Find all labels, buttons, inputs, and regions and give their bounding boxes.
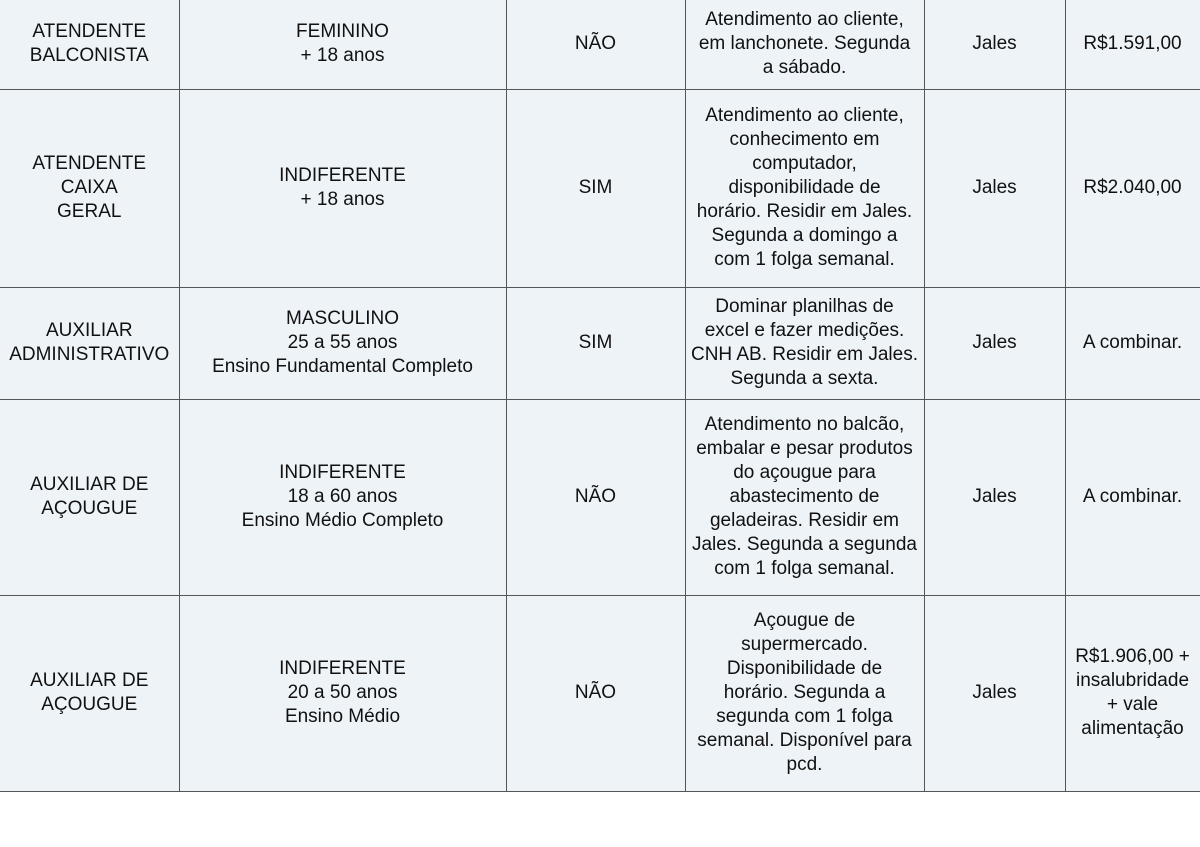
city-cell: Jales: [924, 399, 1065, 595]
experience-required-cell: NÃO: [506, 0, 685, 89]
city-cell: Jales: [924, 0, 1065, 89]
job-title-cell: AUXILIAR DE AÇOUGUE: [0, 595, 179, 791]
job-description-cell: Atendimento ao cliente, em lanchonete. Segunda a sábado.: [685, 0, 924, 89]
job-title-cell: ATENDENTE BALCONISTA: [0, 0, 179, 89]
job-title-cell: ATENDENTE CAIXA GERAL: [0, 89, 179, 287]
table-row: [0, 0, 1200, 89]
job-description-cell: Dominar planilhas de excel e fazer medições. CNH AB. Residir em Jales. Segunda a sexta.: [685, 287, 924, 399]
experience-required-cell: NÃO: [506, 595, 685, 791]
job-description-cell: Açougue de supermercado. Disponibilidade de horário. Segunda a segunda com 1 folga semanal. Disponível para pcd.: [685, 595, 924, 791]
city-cell: Jales: [924, 595, 1065, 791]
table-row: [0, 287, 1200, 399]
experience-required-cell: SIM: [506, 287, 685, 399]
job-title-cell: AUXILIAR DE AÇOUGUE: [0, 399, 179, 595]
job-title-cell: AUXILIAR ADMINISTRATIVO: [0, 287, 179, 399]
experience-required-cell: NÃO: [506, 399, 685, 595]
salary-cell: A combinar.: [1065, 287, 1200, 399]
table-row: [0, 399, 1200, 595]
table-row: [0, 89, 1200, 287]
salary-cell: R$2.040,00: [1065, 89, 1200, 287]
job-description-cell: Atendimento ao cliente, conhecimento em computador, disponibilidade de horário. Residir em Jales. Segunda a domingo a com 1 folga semanal.: [685, 89, 924, 287]
job-description-cell: Atendimento no balcão, embalar e pesar produtos do açougue para abastecimento de geladeiras. Residir em Jales. Segunda a segunda com 1 folga semanal.: [685, 399, 924, 595]
experience-required-cell: SIM: [506, 89, 685, 287]
candidate-profile-cell: INDIFERENTE + 18 anos: [179, 89, 506, 287]
salary-cell: R$1.591,00: [1065, 0, 1200, 89]
candidate-profile-cell: INDIFERENTE 20 a 50 anos Ensino Médio: [179, 595, 506, 791]
table-row: [0, 595, 1200, 791]
candidate-profile-cell: INDIFERENTE 18 a 60 anos Ensino Médio Completo: [179, 399, 506, 595]
city-cell: Jales: [924, 287, 1065, 399]
candidate-profile-cell: FEMININO + 18 anos: [179, 0, 506, 89]
salary-cell: R$1.906,00 + insalubridade + vale alimentação: [1065, 595, 1200, 791]
city-cell: Jales: [924, 89, 1065, 287]
candidate-profile-cell: MASCULINO 25 a 55 anos Ensino Fundamental Completo: [179, 287, 506, 399]
salary-cell: A combinar.: [1065, 399, 1200, 595]
